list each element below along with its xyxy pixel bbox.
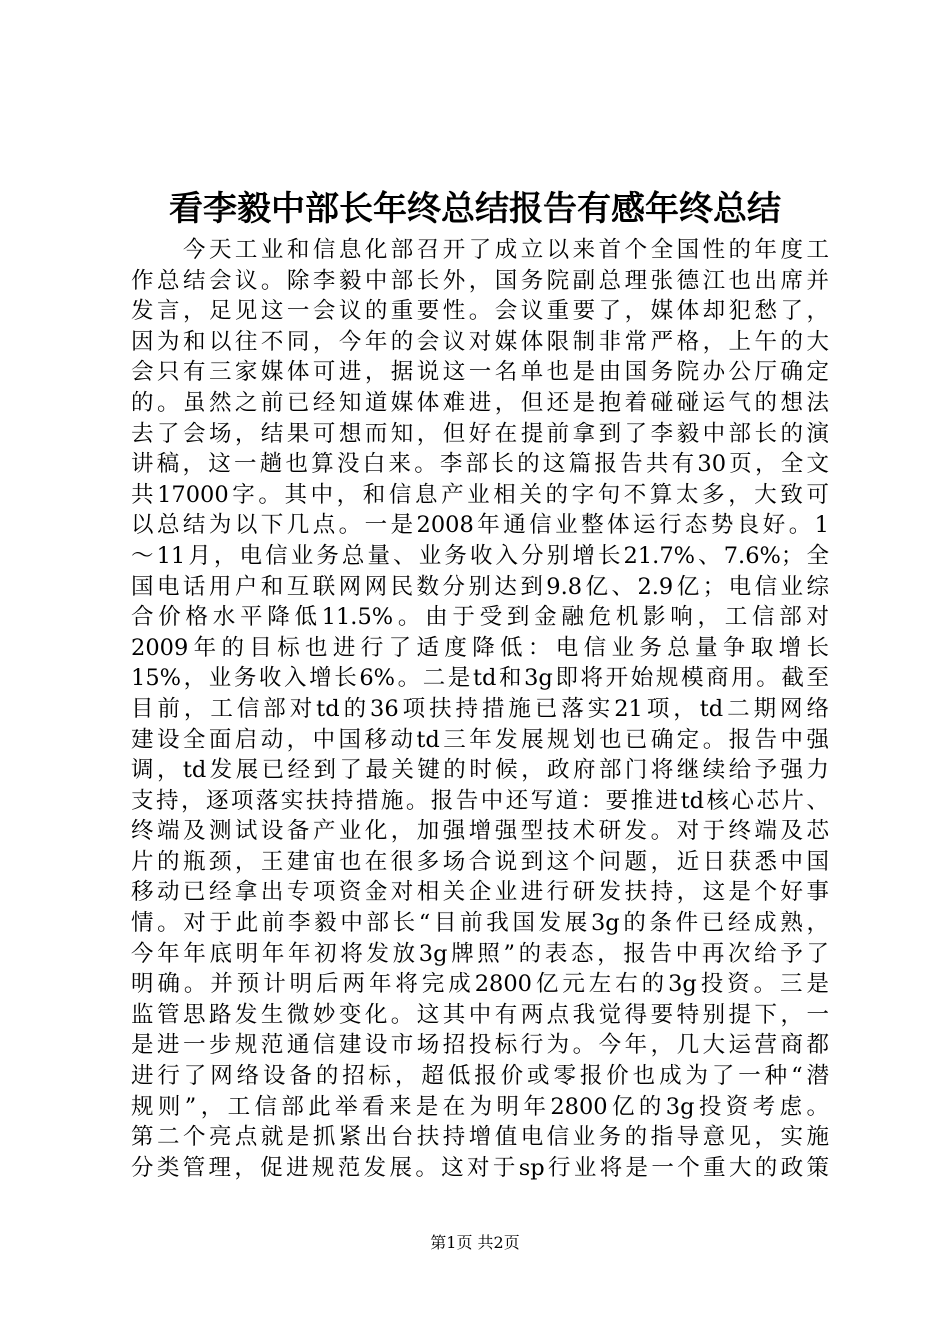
body-line: 建设全面启动，中国移动td三年发展规划也已确定。报告中强 xyxy=(131,726,829,753)
body-line: 今天工业和信息化部召开了成立以来首个全国性的年度工 xyxy=(131,237,829,263)
body-line: 国电话用户和互联网网民数分别达到9.8亿、2.9亿；电信业综 xyxy=(131,573,829,600)
body-line: 因为和以往不同，今年的会议对媒体限制非常严格，上午的大 xyxy=(131,328,829,355)
page-footer: 第1页 共2页 xyxy=(430,1233,520,1252)
body-line: 进行了网络设备的招标，超低报价或零报价也成为了一种“潜 xyxy=(131,1063,829,1090)
body-line: 15%，业务收入增长6%。二是td和3g即将开始规模商用。截至 xyxy=(131,665,829,692)
body-line: 分类管理，促进规范发展。这对于sp行业将是一个重大的政策 xyxy=(131,1154,829,1181)
body-line: 明确。并预计明后两年将完成2800亿元左右的3g投资。三是 xyxy=(131,971,829,998)
body-line: 终端及测试设备产业化，加强增强型技术研发。对于终端及芯 xyxy=(131,818,829,845)
body-line: 去了会场，结果可想而知，但好在提前拿到了李毅中部长的演 xyxy=(131,420,829,447)
body-line: 支持，逐项落实扶持措施。报告中还写道：要推进td核心芯片、 xyxy=(131,787,829,814)
body-line: 作总结会议。除李毅中部长外，国务院副总理张德江也出席并 xyxy=(131,267,829,294)
body-line: 以总结为以下几点。一是2008年通信业整体运行态势良好。1 xyxy=(131,512,829,539)
body-line: 第二个亮点就是抓紧出台扶持增值电信业务的指导意见，实施 xyxy=(131,1124,829,1151)
body-line: 移动已经拿出专项资金对相关企业进行研发扶持，这是个好事 xyxy=(131,879,829,906)
document-title: 看李毅中部长年终总结报告有感年终总结 xyxy=(169,189,781,229)
body-line: 监管思路发生微妙变化。这其中有两点我觉得要特别提下，一 xyxy=(131,1001,829,1028)
body-line: 共17000字。其中，和信息产业相关的字句不算太多，大致可 xyxy=(131,481,829,508)
body-line: 发言，足见这一会议的重要性。会议重要了，媒体却犯愁了， xyxy=(131,298,829,325)
body-line: 调，td发展已经到了最关键的时候，政府部门将继续给予强力 xyxy=(131,757,829,784)
body-line: 规则”，工信部此举看来是在为明年2800亿的3g投资考虑。 xyxy=(131,1093,829,1120)
body-line: 会只有三家媒体可进，据说这一名单也是由国务院办公厅确定 xyxy=(131,359,829,386)
body-line: 片的瓶颈，王建宙也在很多场合说到这个问题，近日获悉中国 xyxy=(131,848,829,875)
body-line: 合价格水平降低11.5%。由于受到金融危机影响，工信部对 xyxy=(131,604,829,631)
body-line: 2009年的目标也进行了适度降低：电信业务总量争取增长 xyxy=(131,634,829,661)
body-line: 的。虽然之前已经知道媒体难进，但还是抱着碰碰运气的想法 xyxy=(131,389,829,416)
body-line: 情。对于此前李毅中部长“目前我国发展3g的条件已经成熟， xyxy=(131,910,829,937)
body-line: 今年年底明年年初将发放3g牌照”的表态，报告中再次给予了 xyxy=(131,940,829,967)
body-line: 讲稿，这一趟也算没白来。李部长的这篇报告共有30页，全文 xyxy=(131,451,829,478)
body-line: 是进一步规范通信建设市场招投标行为。今年，几大运营商都 xyxy=(131,1032,829,1059)
body-line: ～11月，电信业务总量、业务收入分别增长21.7%、7.6%；全 xyxy=(131,542,829,569)
document-body xyxy=(131,235,829,1183)
body-line: 目前，工信部对td的36项扶持措施已落实21项，td二期网络 xyxy=(131,695,829,722)
